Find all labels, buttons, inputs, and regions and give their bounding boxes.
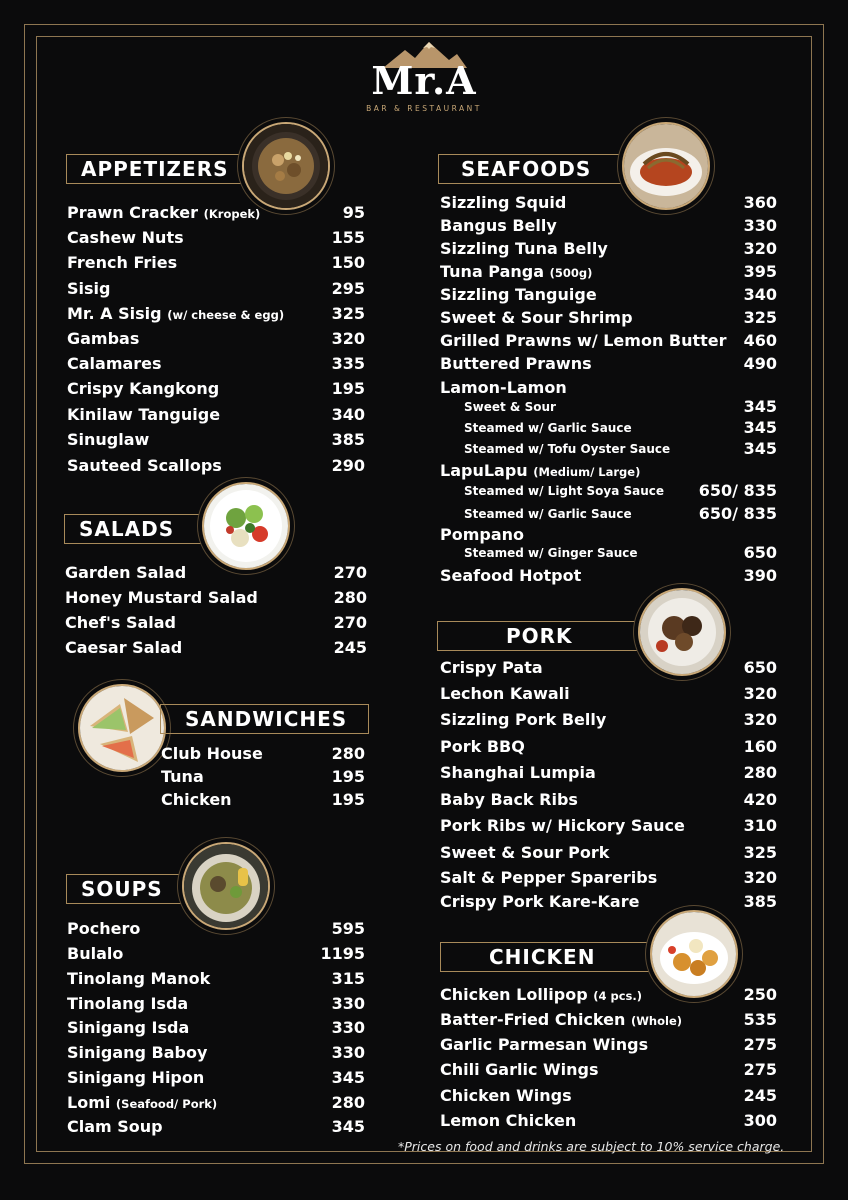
- menu-item-name: [440, 683, 570, 705]
- menu-item-name: [440, 192, 566, 214]
- item-name-text: Sizzling Pork Belly: [440, 710, 607, 729]
- item-note: (4 pcs.): [593, 989, 643, 1003]
- menu-item-name: [440, 1110, 576, 1132]
- menu-item-name: [440, 238, 608, 260]
- menu-item-name: [161, 789, 232, 811]
- item-name-text: Sizzling Tuna Belly: [440, 239, 608, 258]
- menu-item-price: 320: [743, 868, 777, 887]
- menu-item-name: [440, 353, 592, 375]
- menu-item-name: [161, 766, 204, 788]
- item-name-text: Salt & Pepper Spareribs: [440, 868, 658, 887]
- item-name-text: Sinigang Isda: [67, 1018, 190, 1037]
- menu-item-price: 330: [743, 216, 777, 235]
- item-name-text: Sweet & Sour Shrimp: [440, 308, 633, 327]
- item-name-text: Honey Mustard Salad: [65, 588, 258, 607]
- item-name-text: Tuna: [161, 767, 204, 786]
- menu-item-name: [440, 762, 596, 784]
- section-title-soups: SOUPS: [66, 874, 196, 904]
- menu-subitem-name: Sweet & Sour: [464, 400, 556, 414]
- item-name-text: Clam Soup: [67, 1117, 163, 1136]
- menu-subitem-price: 345: [743, 439, 777, 458]
- menu-item-price: 330: [331, 994, 365, 1013]
- service-charge-footnote: *Prices on food and drinks are subject to 10% service charge.: [398, 1139, 785, 1154]
- menu-item-price: 490: [743, 354, 777, 373]
- item-name-text: Sauteed Scallops: [67, 456, 222, 475]
- menu-item-name: [67, 429, 149, 451]
- menu-item-price: 160: [743, 737, 777, 756]
- item-note: (500g): [549, 266, 593, 280]
- menu-item-name: [440, 789, 578, 811]
- menu-item-price: 250: [743, 985, 777, 1004]
- menu-item-price: 320: [743, 239, 777, 258]
- menu-item-price: 420: [743, 790, 777, 809]
- item-name-text: Tinolang Manok: [67, 969, 211, 988]
- item-name-text: Chef's Salad: [65, 613, 176, 632]
- menu-item-name: [67, 968, 210, 990]
- menu-item-name: [440, 1034, 648, 1056]
- menu-item-name: [440, 565, 581, 587]
- item-name-text: Batter-Fried Chicken: [440, 1010, 626, 1029]
- menu-item-price: 335: [331, 354, 365, 373]
- item-name-text: Pork Ribs w/ Hickory Sauce: [440, 816, 685, 835]
- item-name-text: French Fries: [67, 253, 178, 272]
- item-note: (Whole): [630, 1014, 682, 1028]
- menu-item-price: 280: [331, 1093, 365, 1112]
- menu-item-price: 535: [743, 1010, 777, 1029]
- menu-item-name: [67, 404, 220, 426]
- item-name-text: Sizzling Squid: [440, 193, 567, 212]
- item-name-text: Grilled Prawns w/ Lemon Butter: [440, 331, 727, 350]
- item-name-text: Lechon Kawali: [440, 684, 570, 703]
- menu-item-name: [67, 353, 162, 375]
- item-name-text: Caesar Salad: [65, 638, 183, 657]
- menu-item-name: [67, 227, 184, 249]
- menu-item-name: [440, 657, 543, 679]
- menu-item-price: 325: [331, 304, 365, 323]
- item-name-text: Buttered Prawns: [440, 354, 592, 373]
- menu-item-price: 195: [331, 790, 365, 809]
- menu-item-name: [440, 867, 657, 889]
- menu-item-price: 340: [331, 405, 365, 424]
- menu-item-price: 330: [331, 1018, 365, 1037]
- menu-item-price: 295: [331, 279, 365, 298]
- menu-item-name: [440, 261, 592, 283]
- menu-item-name: [67, 1042, 207, 1064]
- item-name-text: Prawn Cracker: [67, 203, 199, 222]
- menu-item-price: 325: [743, 843, 777, 862]
- menu-item-name: [67, 993, 188, 1015]
- item-name-text: LapuLapu: [440, 461, 528, 480]
- menu-subitem-price: 650/ 835: [698, 504, 777, 523]
- menu-item-price: 1195: [320, 944, 365, 963]
- menu-item-price: 360: [743, 193, 777, 212]
- menu-item-price: 325: [743, 308, 777, 327]
- section-title-seafoods: SEAFOODS: [438, 154, 628, 184]
- menu-item-price: 270: [333, 613, 367, 632]
- menu-item-price: 245: [333, 638, 367, 657]
- menu-item-name: [67, 918, 140, 940]
- menu-item-name: [67, 252, 177, 274]
- item-name-text: Sinigang Baboy: [67, 1043, 208, 1062]
- item-name-text: Bangus Belly: [440, 216, 557, 235]
- menu-item-price: 155: [331, 228, 365, 247]
- item-name-text: Bulalo: [67, 944, 124, 963]
- seafoods-photo: [622, 122, 710, 210]
- menu-subitem-price: 650: [743, 543, 777, 562]
- item-name-text: Pork BBQ: [440, 737, 525, 756]
- item-name-text: Crispy Pork Kare-Kare: [440, 892, 640, 911]
- menu-item-name: [161, 743, 263, 765]
- sandwiches-photo: [78, 684, 166, 772]
- section-title-sandwiches: SANDWICHES: [160, 704, 369, 734]
- section-title-chicken: CHICKEN: [440, 942, 660, 972]
- menu-item-name: [440, 891, 639, 913]
- item-name-text: Baby Back Ribs: [440, 790, 578, 809]
- item-name-text: Garden Salad: [65, 563, 187, 582]
- menu-item-name: [65, 587, 258, 609]
- menu-item-name: [67, 278, 110, 300]
- menu-item-name: [440, 1009, 682, 1031]
- menu-item-price: 270: [333, 563, 367, 582]
- item-name-text: Chicken: [161, 790, 232, 809]
- item-name-text: Mr. A Sisig: [67, 304, 162, 323]
- item-name-text: Seafood Hotpot: [440, 566, 582, 585]
- item-name-text: Kinilaw Tanguige: [67, 405, 221, 424]
- menu-item-name: [67, 455, 222, 477]
- item-name-text: Club House: [161, 744, 263, 763]
- menu-item-name: [440, 1059, 599, 1081]
- menu-item-name: Pompano: [440, 525, 525, 544]
- section-title-appetizers: APPETIZERS: [66, 154, 246, 184]
- brand-name: Mr.A: [371, 58, 477, 103]
- item-name-text: Shanghai Lumpia: [440, 763, 596, 782]
- menu-item-name: [440, 736, 525, 758]
- menu-item-price: 345: [331, 1117, 365, 1136]
- item-note: (Kropek): [203, 207, 261, 221]
- menu-item-price: 385: [331, 430, 365, 449]
- item-name-text: Calamares: [67, 354, 162, 373]
- section-title-pork: PORK: [437, 621, 645, 651]
- menu-subitem-price: 650/ 835: [698, 481, 777, 500]
- menu-item-name: [65, 612, 176, 634]
- menu-item-name: [440, 460, 640, 482]
- item-name-text: Garlic Parmesan Wings: [440, 1035, 649, 1054]
- brand-logo: [354, 40, 494, 130]
- menu-item-name: [67, 328, 139, 350]
- menu-item-name: [67, 202, 260, 224]
- menu-item-price: 385: [743, 892, 777, 911]
- menu-item-price: 280: [743, 763, 777, 782]
- menu-item-price: 275: [743, 1035, 777, 1054]
- menu-subitem-price: 345: [743, 418, 777, 437]
- appetizers-photo: [242, 122, 330, 210]
- menu-item-name: [440, 709, 606, 731]
- menu-item-price: 280: [333, 588, 367, 607]
- menu-subitem-price: 345: [743, 397, 777, 416]
- item-name-text: Tuna Panga: [440, 262, 545, 281]
- menu-item-price: 245: [743, 1086, 777, 1105]
- item-name-text: Sizzling Tanguige: [440, 285, 597, 304]
- menu-item-price: 650: [743, 658, 777, 677]
- menu-item-name: [440, 1085, 572, 1107]
- item-name-text: Pochero: [67, 919, 141, 938]
- menu-item-name: [67, 303, 284, 325]
- item-name-text: Sisig: [67, 279, 111, 298]
- menu-item-name: [440, 815, 685, 837]
- menu-item-name: [65, 562, 186, 584]
- menu-subitem-name: Steamed w/ Garlic Sauce: [464, 507, 632, 521]
- menu-item-name: [67, 943, 123, 965]
- menu-item-price: 310: [743, 816, 777, 835]
- menu-item-name: Lamon-Lamon: [440, 378, 567, 397]
- brand-tagline: BAR & RESTAURANT: [366, 104, 482, 113]
- item-name-text: Lomi: [67, 1093, 111, 1112]
- menu-subitem-name: Steamed w/ Ginger Sauce: [464, 546, 638, 560]
- menu-item-name: [67, 1116, 163, 1138]
- menu-item-price: 340: [743, 285, 777, 304]
- menu-item-name: [67, 1092, 217, 1114]
- menu-subitem-name: Steamed w/ Garlic Sauce: [464, 421, 632, 435]
- menu-item-name: [440, 307, 633, 329]
- item-name-text: Crispy Pata: [440, 658, 543, 677]
- item-name-text: Sinuglaw: [67, 430, 150, 449]
- menu-item-price: 320: [743, 710, 777, 729]
- menu-item-name: [440, 842, 609, 864]
- menu-item-price: 395: [743, 262, 777, 281]
- item-name-text: Sinigang Hipon: [67, 1068, 205, 1087]
- menu-item-price: 320: [743, 684, 777, 703]
- menu-item-name: [440, 215, 557, 237]
- section-title-salads: SALADS: [64, 514, 212, 544]
- item-name-text: Chili Garlic Wings: [440, 1060, 599, 1079]
- menu-item-name: [65, 637, 182, 659]
- menu-subitem-name: Steamed w/ Tofu Oyster Sauce: [464, 442, 671, 456]
- item-name-text: Sweet & Sour Pork: [440, 843, 610, 862]
- pork-photo: [638, 588, 726, 676]
- menu-item-price: 345: [331, 1068, 365, 1087]
- menu-item-price: 275: [743, 1060, 777, 1079]
- menu-item-price: 595: [331, 919, 365, 938]
- salads-photo: [202, 482, 290, 570]
- menu-subitem-name: Steamed w/ Light Soya Sauce: [464, 484, 664, 498]
- menu-item-price: 330: [331, 1043, 365, 1062]
- menu-item-name: [67, 378, 219, 400]
- menu-item-price: 300: [743, 1111, 777, 1130]
- menu-item-price: 460: [743, 331, 777, 350]
- menu-item-name: [67, 1067, 204, 1089]
- menu-item-price: 195: [331, 379, 365, 398]
- item-note: (w/ cheese & egg): [167, 308, 285, 322]
- menu-item-price: 290: [331, 456, 365, 475]
- item-note: (Seafood/ Pork): [115, 1097, 218, 1111]
- menu-item-price: 95: [342, 203, 365, 222]
- item-name-text: Chicken Lollipop: [440, 985, 588, 1004]
- item-note: (Medium/ Large): [533, 465, 641, 479]
- menu-item-price: 320: [331, 329, 365, 348]
- item-name-text: Crispy Kangkong: [67, 379, 220, 398]
- item-name-text: Chicken Wings: [440, 1086, 572, 1105]
- item-name-text: Lemon Chicken: [440, 1111, 577, 1130]
- chicken-photo: [650, 910, 738, 998]
- menu-item-name: [440, 984, 642, 1006]
- menu-item-price: 280: [331, 744, 365, 763]
- menu-item-price: 195: [331, 767, 365, 786]
- menu-item-price: 390: [743, 566, 777, 585]
- soups-photo: [182, 842, 270, 930]
- item-name-text: Gambas: [67, 329, 140, 348]
- menu-item-name: [440, 284, 597, 306]
- menu-item-name: [67, 1017, 189, 1039]
- menu-item-price: 150: [331, 253, 365, 272]
- item-name-text: Cashew Nuts: [67, 228, 184, 247]
- menu-item-name: [440, 330, 727, 352]
- menu-item-price: 315: [331, 969, 365, 988]
- item-name-text: Tinolang Isda: [67, 994, 189, 1013]
